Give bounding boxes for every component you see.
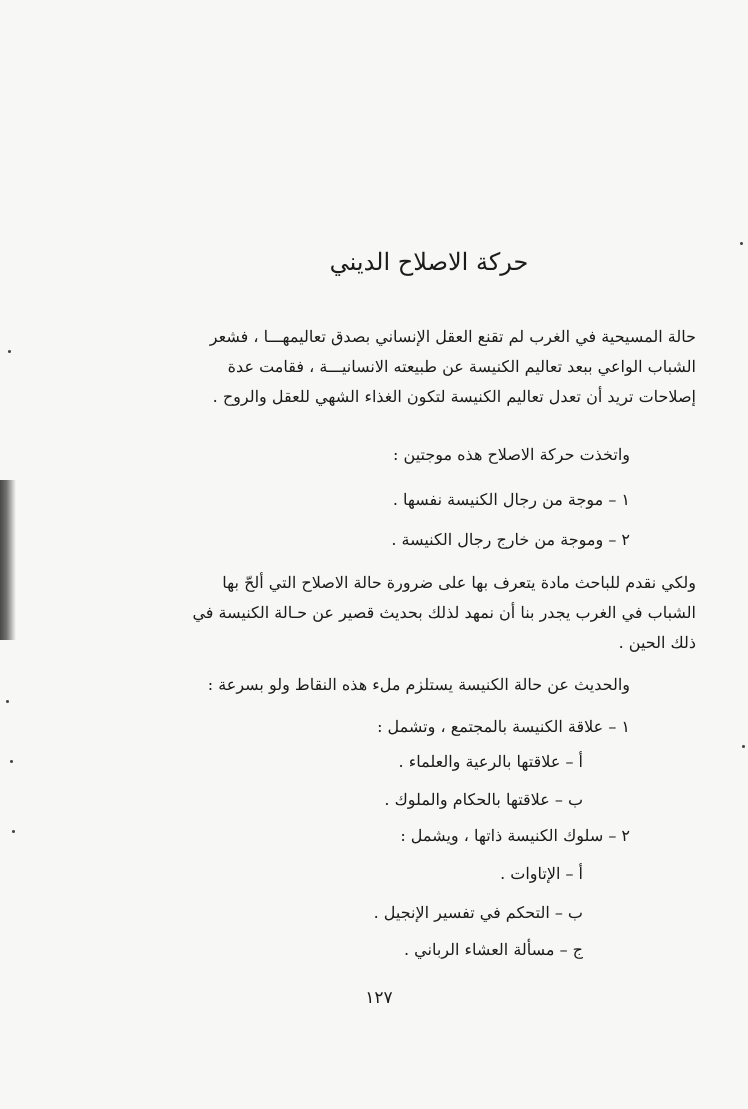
wave-item-1: ١ – موجة من رجال الكنيسة نفسها . — [392, 490, 630, 509]
para2-line: الشباب في الغرب يجدر بنا أن نمهد لذلك بحديث قصير عن حـالة الكنيسة في — [192, 603, 696, 622]
intro-line: الشباب الواعي ببعد تعاليم الكنيسة عن طبيعته الانسانيـــة ، فقامت عدة — [227, 357, 696, 376]
scan-speck — [740, 242, 743, 245]
point-2c: ج – مسألة العشاء الرباني . — [404, 940, 583, 959]
point-2a: أ – الإتاوات . — [500, 864, 583, 883]
para2-line: ذلك الحين . — [618, 633, 696, 652]
scan-edge-shadow — [0, 480, 16, 640]
scan-speck — [742, 745, 745, 748]
intro-line: إصلاحات تريد أن تعدل تعاليم الكنيسة لتكون الغذاء الشهي للعقل والروح . — [212, 387, 696, 406]
intro2-line: واتخذت حركة الاصلاح هذه موجتين : — [393, 445, 630, 464]
point-1a: أ – علاقتها بالرعية والعلماء . — [398, 752, 583, 771]
point-1: ١ – علاقة الكنيسة بالمجتمع ، وتشمل : — [377, 717, 630, 736]
para2-line: ولكي نقدم للباحث مادة يتعرف بها على ضرورة حالة الاصلاح التي ألحّ بها — [222, 573, 696, 592]
scan-speck — [6, 700, 9, 703]
intro-line: حالة المسيحية في الغرب لم تقنع العقل الإنساني بصدق تعاليمهـــا ، فشعر — [209, 327, 696, 346]
scan-speck — [10, 760, 13, 763]
scan-speck — [12, 830, 15, 833]
wave-item-2: ٢ – وموجة من خارج رجال الكنيسة . — [391, 530, 630, 549]
point-2: ٢ – سلوك الكنيسة ذاتها ، ويشمل : — [400, 826, 630, 845]
scan-speck — [8, 350, 11, 353]
point-1b: ب – علاقتها بالحكام والملوك . — [384, 790, 583, 809]
intro-paragraph — [108, 322, 696, 412]
third-paragraph: والحديث عن حالة الكنيسة يستلزم ملء هذه النقاط ولو بسرعة : — [207, 675, 630, 694]
second-paragraph — [108, 568, 696, 658]
page-number: ١٢٧ — [365, 988, 393, 1008]
point-2b: ب – التحكم في تفسير الإنجيل . — [373, 903, 583, 922]
chapter-title: حركة الاصلاح الديني — [329, 248, 529, 276]
